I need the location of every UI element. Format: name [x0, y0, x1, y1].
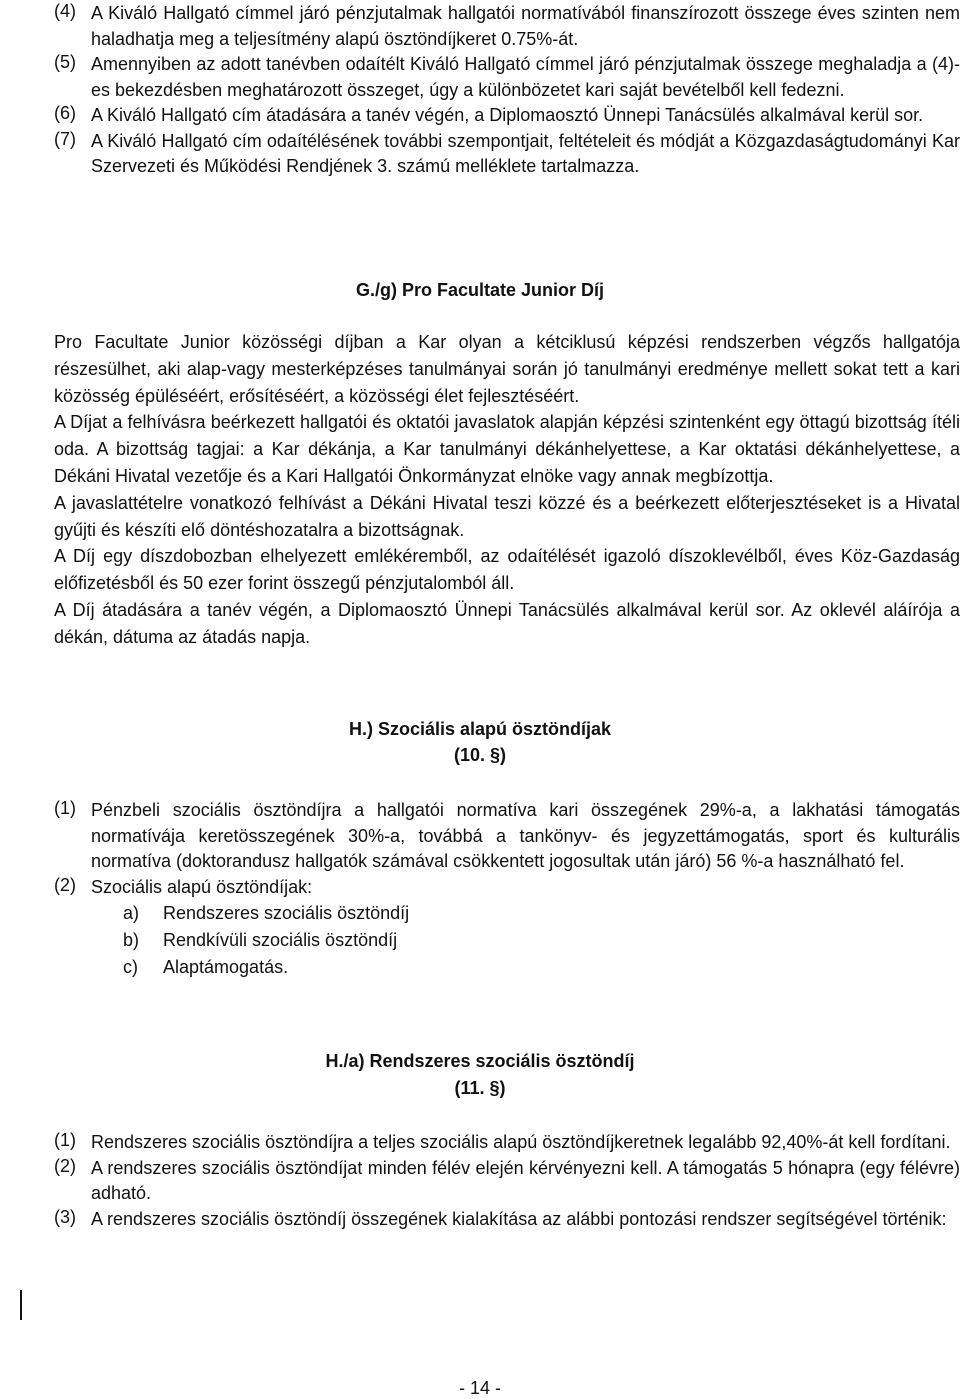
- section-h-article: (10. §): [453, 745, 507, 765]
- list-item: [54, 875, 960, 901]
- item-number: (7): [54, 128, 76, 149]
- section-g-title: G./g) Pro Facultate Junior Díj: [355, 280, 605, 300]
- sub-item-text: Alaptámogatás.: [163, 957, 289, 977]
- list-item: [54, 798, 960, 875]
- item-text: A Kiváló Hallgató címmel járó pénzjutalmak hallgatói normatívából finanszírozott összege éves szinten nem haladhatja meg a teljesítmény alapú ösztöndíjkeret 0.75%-át.: [91, 3, 960, 49]
- list-item: [54, 129, 960, 180]
- paragraph: A Díjat a felhívásra beérkezett hallgatói és oktatói javaslatok alapján képzési szintenként egy öttagú bizottság ítéli oda. A bizottság tagjai: a Kar dékánja, a Kar tanulmányi dékánhelyettese, a Kar oktatási dékánhelyettese, a Dékáni Hivatal vezetője és a Kari Hallgatói Önkormányzat elnöke vagy annak megbízottja.: [54, 412, 960, 486]
- item-number: (1): [54, 1130, 76, 1150]
- revision-margin-bar: [20, 1290, 22, 1320]
- paragraph: A javaslattételre vonatkozó felhívást a Dékáni Hivatal teszi közzé és a beérkezett előterjesztéseket is a Hivatal gyűjti és készíti elő döntéshozatalra a bizottságnak.: [54, 492, 960, 540]
- item-text: Amennyiben az adott tanévben odaítélt Kiváló Hallgató címmel járó pénzjutalmak összege meghaladja a (4)-es bekezdésben meghatározott összeget, úgy a különbözetet kari saját bevételből kell fedezni.: [91, 54, 960, 100]
- paragraph: A Díj átadására a tanév végén, a Diplomaosztó Ünnepi Tanácsülés alkalmával kerül sor. Az oklevél aláírója a dékán, dátuma az átadás napja.: [54, 599, 960, 647]
- section-g-body: [0, 329, 960, 651]
- section-h-body: [0, 798, 960, 981]
- paragraph: A Díj egy díszdobozban elhelyezett emlékéremből, az odaítélését igazoló díszoklevélből, éves Köz-Gazdaság előfizetésből és 50 ezer forint összegű pénzjutalomból áll.: [54, 546, 960, 594]
- list-item: [54, 1156, 960, 1207]
- list-item: [54, 1207, 960, 1233]
- item-number: (4): [54, 1, 76, 21]
- item-text: A Kiváló Hallgató cím odaítélésének további szempontjait, feltételeit és módját a Közgazdaságtudományi Kar Szervezeti és Működési Rendjének 3. számú melléklete tartalmazza.: [91, 130, 960, 176]
- sub-item-label: b): [123, 930, 140, 950]
- section-h-title: H.) Szociális alapú ösztöndíjak: [348, 719, 612, 739]
- sub-list-item: [123, 927, 960, 954]
- item-text: A rendszeres szociális ösztöndíjat minden félév elején kérvényezni kell. A támogatás 5 hónapra (egy félévre) adható.: [91, 1157, 960, 1203]
- sub-item-label: c): [123, 957, 138, 977]
- section-ha-title: H./a) Rendszeres szociális ösztöndíj: [325, 1051, 635, 1071]
- item-number: (2): [54, 1155, 76, 1176]
- item-number: (1): [54, 798, 76, 818]
- item-text: Szociális alapú ösztöndíjak:: [91, 876, 313, 897]
- item-text: Rendszeres szociális ösztöndíjra a teljes szociális alapú ösztöndíjkeretnek legalább 92,40%-át kell fordítani.: [91, 1132, 951, 1152]
- list-item: [54, 1130, 960, 1156]
- item-number: (3): [54, 1206, 76, 1227]
- sub-list-item: [123, 900, 960, 927]
- paragraph: Pro Facultate Junior közösségi díjban a Kar olyan a kétciklusú képzési rendszerben végzős hallgatója részesülhet, aki alap-vagy mesterképzéses tanulmányai során jó tanulmányi eredménye mellett sokat tett a kari közösség épüléséért, erősítéséért, a közösségi élet fejlesztéséért.: [54, 332, 960, 406]
- item-number: (5): [54, 52, 76, 72]
- sub-item-text: Rendszeres szociális ösztöndíj: [163, 903, 410, 923]
- sub-list-item: [123, 954, 960, 981]
- item-number: (6): [54, 103, 76, 123]
- item-number: (2): [54, 874, 76, 895]
- sub-item-text: Rendkívüli szociális ösztöndíj: [163, 930, 398, 950]
- item-text: A Kiváló Hallgató cím átadására a tanév végén, a Diplomaosztó Ünnepi Tanácsülés alkalmával kerül sor.: [91, 105, 924, 125]
- sub-item-label: a): [123, 903, 140, 923]
- top-items: [0, 1, 960, 180]
- item-text: Pénzbeli szociális ösztöndíjra a hallgatói normatíva kari összegének 29%-a, a lakhatási támogatás normatívája keretösszegének 30%-a, továbbá a tankönyv- és jegyzettámogatás, sport és kulturális normatíva (doktorandusz hallgatók számával csökkentett jogosultak után járó) 56 %-a használható fel.: [91, 800, 960, 871]
- section-ha-body: [0, 1130, 960, 1232]
- page-number: - 14 -: [458, 1378, 501, 1398]
- list-item: [54, 103, 960, 129]
- list-item: [54, 1, 960, 52]
- item-text: A rendszeres szociális ösztöndíj összegének kialakítása az alábbi pontozási rendszer segítségével történik:: [91, 1208, 947, 1229]
- list-item: [54, 52, 960, 103]
- section-ha-article: (11. §): [454, 1078, 506, 1098]
